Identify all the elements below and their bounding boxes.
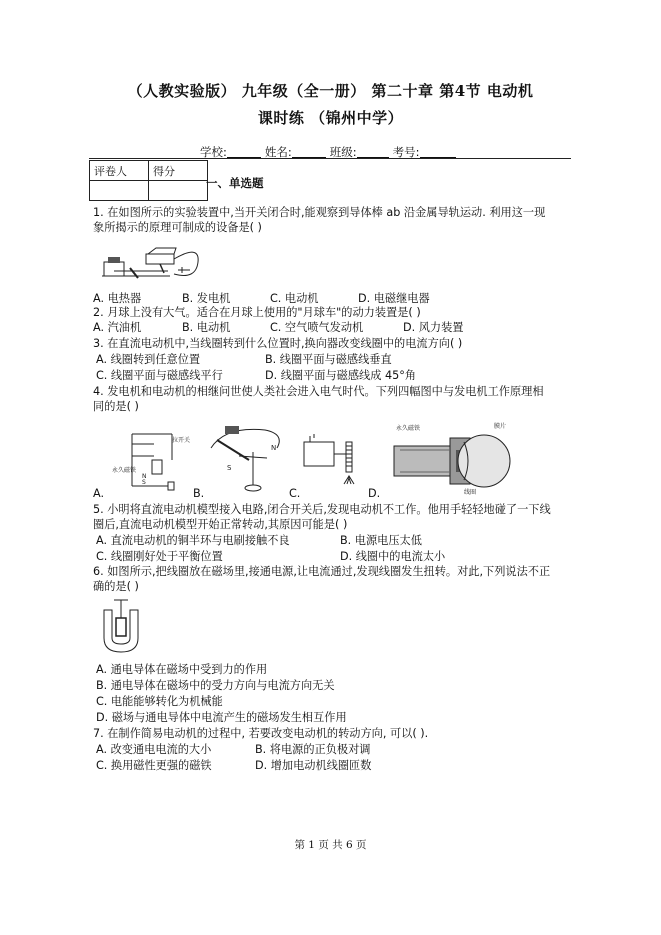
page-footer: 第 1 页 共 6 页 xyxy=(294,839,367,851)
q3-option-b: B. 线圈平面与磁感线垂直 xyxy=(265,353,392,366)
q6-figure-coil-in-magnet xyxy=(100,596,142,656)
q6-stem-line1: 6. 如图所示,把线圈放在磁场里,接通电源,让电流通过,发现线圈发生扭转。对此,下列说法不正 xyxy=(93,565,551,578)
q2-option-d: D. 风力装置 xyxy=(403,321,464,334)
q1-option-c: C. 电动机 xyxy=(270,292,319,305)
q1-option-a: A. 电热器 xyxy=(93,292,142,305)
header-rule xyxy=(89,158,571,159)
q4-option-a: A. xyxy=(93,487,105,500)
q5-option-b: B. 电源电压太低 xyxy=(340,534,422,547)
q6-stem-line2: 确的是( ) xyxy=(93,580,139,593)
number-blank xyxy=(420,146,456,158)
q4-fig-b-label-n: N xyxy=(271,444,277,452)
q4-option-d: D. xyxy=(368,487,381,500)
q2-stem: 2. 月球上没有大气。适合在月球上使用的"月球车"的动力装置是( ) xyxy=(93,306,421,319)
q4-fig-d-label-1: 永久磁铁 xyxy=(396,425,421,432)
q3-stem: 3. 在直流电动机中,当线圈转到什么位置时,换向器改变线圈中的电流方向( ) xyxy=(93,337,463,350)
name-blank xyxy=(292,146,326,158)
school-blank xyxy=(227,146,261,158)
q3-option-a: A. 线圈转到任意位置 xyxy=(96,353,201,366)
q4-option-c: C. xyxy=(289,487,301,500)
q6-option-d: D. 磁场与通电导体中电流产生的磁场发生相互作用 xyxy=(96,711,347,724)
q5-option-c: C. 线圈刚好处于平衡位置 xyxy=(96,550,223,563)
q4-figure-a-electric-bell xyxy=(112,430,197,494)
score-header: 得分 xyxy=(149,161,208,181)
q7-option-c: C. 换用磁性更强的磁铁 xyxy=(96,759,212,772)
q4-figure-d-microphone xyxy=(380,420,520,498)
q4-stem-line2: 同的是( ) xyxy=(93,400,139,413)
q7-option-a: A. 改变通电电流的大小 xyxy=(96,743,212,756)
page-title: （人教实验版） 九年级（全一册） 第二十章 第4节 电动机 xyxy=(127,82,534,100)
q5-option-d: D. 线圈中的电流太小 xyxy=(340,550,446,563)
q1-option-d: D. 电磁继电器 xyxy=(358,292,430,305)
score-cell xyxy=(149,181,208,201)
q6-option-c: C. 电能能够转化为机械能 xyxy=(96,695,223,708)
q7-option-d: D. 增加电动机线圈匝数 xyxy=(255,759,372,772)
score-table xyxy=(89,160,208,201)
q4-fig-a-label-s: S xyxy=(142,479,146,486)
q4-fig-a-label-1: 拉开关 xyxy=(172,437,191,444)
q1-stem-line1: 1. 在如图所示的实验装置中,当开关闭合时,能观察到导体棒 ab 沿金属导轨运动. 利用这一现 xyxy=(93,206,546,219)
q2-option-c: C. 空气喷气发动机 xyxy=(270,321,364,334)
q2-option-b: B. 电动机 xyxy=(182,321,231,334)
q4-stem-line1: 4. 发电机和电动机的相继问世使人类社会进入电气时代。下列四幅图中与发电机工作原理相 xyxy=(93,385,544,398)
q5-stem-line1: 5. 小明将直流电动机模型接入电路,闭合开关后,发现电动机不工作。他用手轻轻地碰了一下线 xyxy=(93,503,551,516)
q5-option-a: A. 直流电动机的铜半环与电刷接触不良 xyxy=(96,534,290,547)
q7-option-b: B. 将电源的正负极对调 xyxy=(255,743,371,756)
class-label: 班级: xyxy=(329,145,357,159)
grader-header: 评卷人 xyxy=(90,161,149,181)
name-label: 姓名: xyxy=(264,145,292,159)
q6-option-a: A. 通电导体在磁场中受到力的作用 xyxy=(96,663,268,676)
grader-cell xyxy=(90,181,149,201)
q2-option-a: A. 汽油机 xyxy=(93,321,142,334)
q4-option-b: B. xyxy=(193,487,205,500)
q4-figure-b-wire-loop-magnet xyxy=(205,420,295,496)
q1-option-b: B. 发电机 xyxy=(182,292,231,305)
page-subtitle: 课时练 （锦州中学） xyxy=(257,109,404,127)
q3-option-c: C. 线圈平面与磁感线平行 xyxy=(96,369,223,382)
q1-stem-line2: 象所揭示的原理可制成的设备是( ) xyxy=(93,221,262,234)
q4-fig-d-label-2: 膜片 xyxy=(494,423,507,430)
section-heading: 一、单选题 xyxy=(206,176,264,190)
q6-option-b: B. 通电导体在磁场中的受力方向与电流方向无关 xyxy=(96,679,335,692)
q4-fig-a-label-2: 永久磁铁 xyxy=(112,467,137,474)
school-label: 学校: xyxy=(200,145,227,159)
number-label: 考号: xyxy=(392,145,420,159)
q4-fig-d-label-3: 线圈 xyxy=(464,489,477,496)
q1-figure-rail-apparatus xyxy=(100,240,210,284)
q4-fig-b-label-s: S xyxy=(227,464,232,472)
q4-fig-a-label-n: N xyxy=(142,473,147,480)
class-blank xyxy=(357,146,389,158)
q5-stem-line2: 圈后,直流电动机模型开始正常转动,其原因可能是( ) xyxy=(93,518,348,531)
q7-stem: 7. 在制作简易电动机的过程中, 若要改变电动机的转动方向, 可以( ). xyxy=(93,727,429,740)
q3-option-d: D. 线圈平面与磁感线成 45°角 xyxy=(265,369,416,382)
q4-figure-c-electromagnet xyxy=(300,432,370,492)
